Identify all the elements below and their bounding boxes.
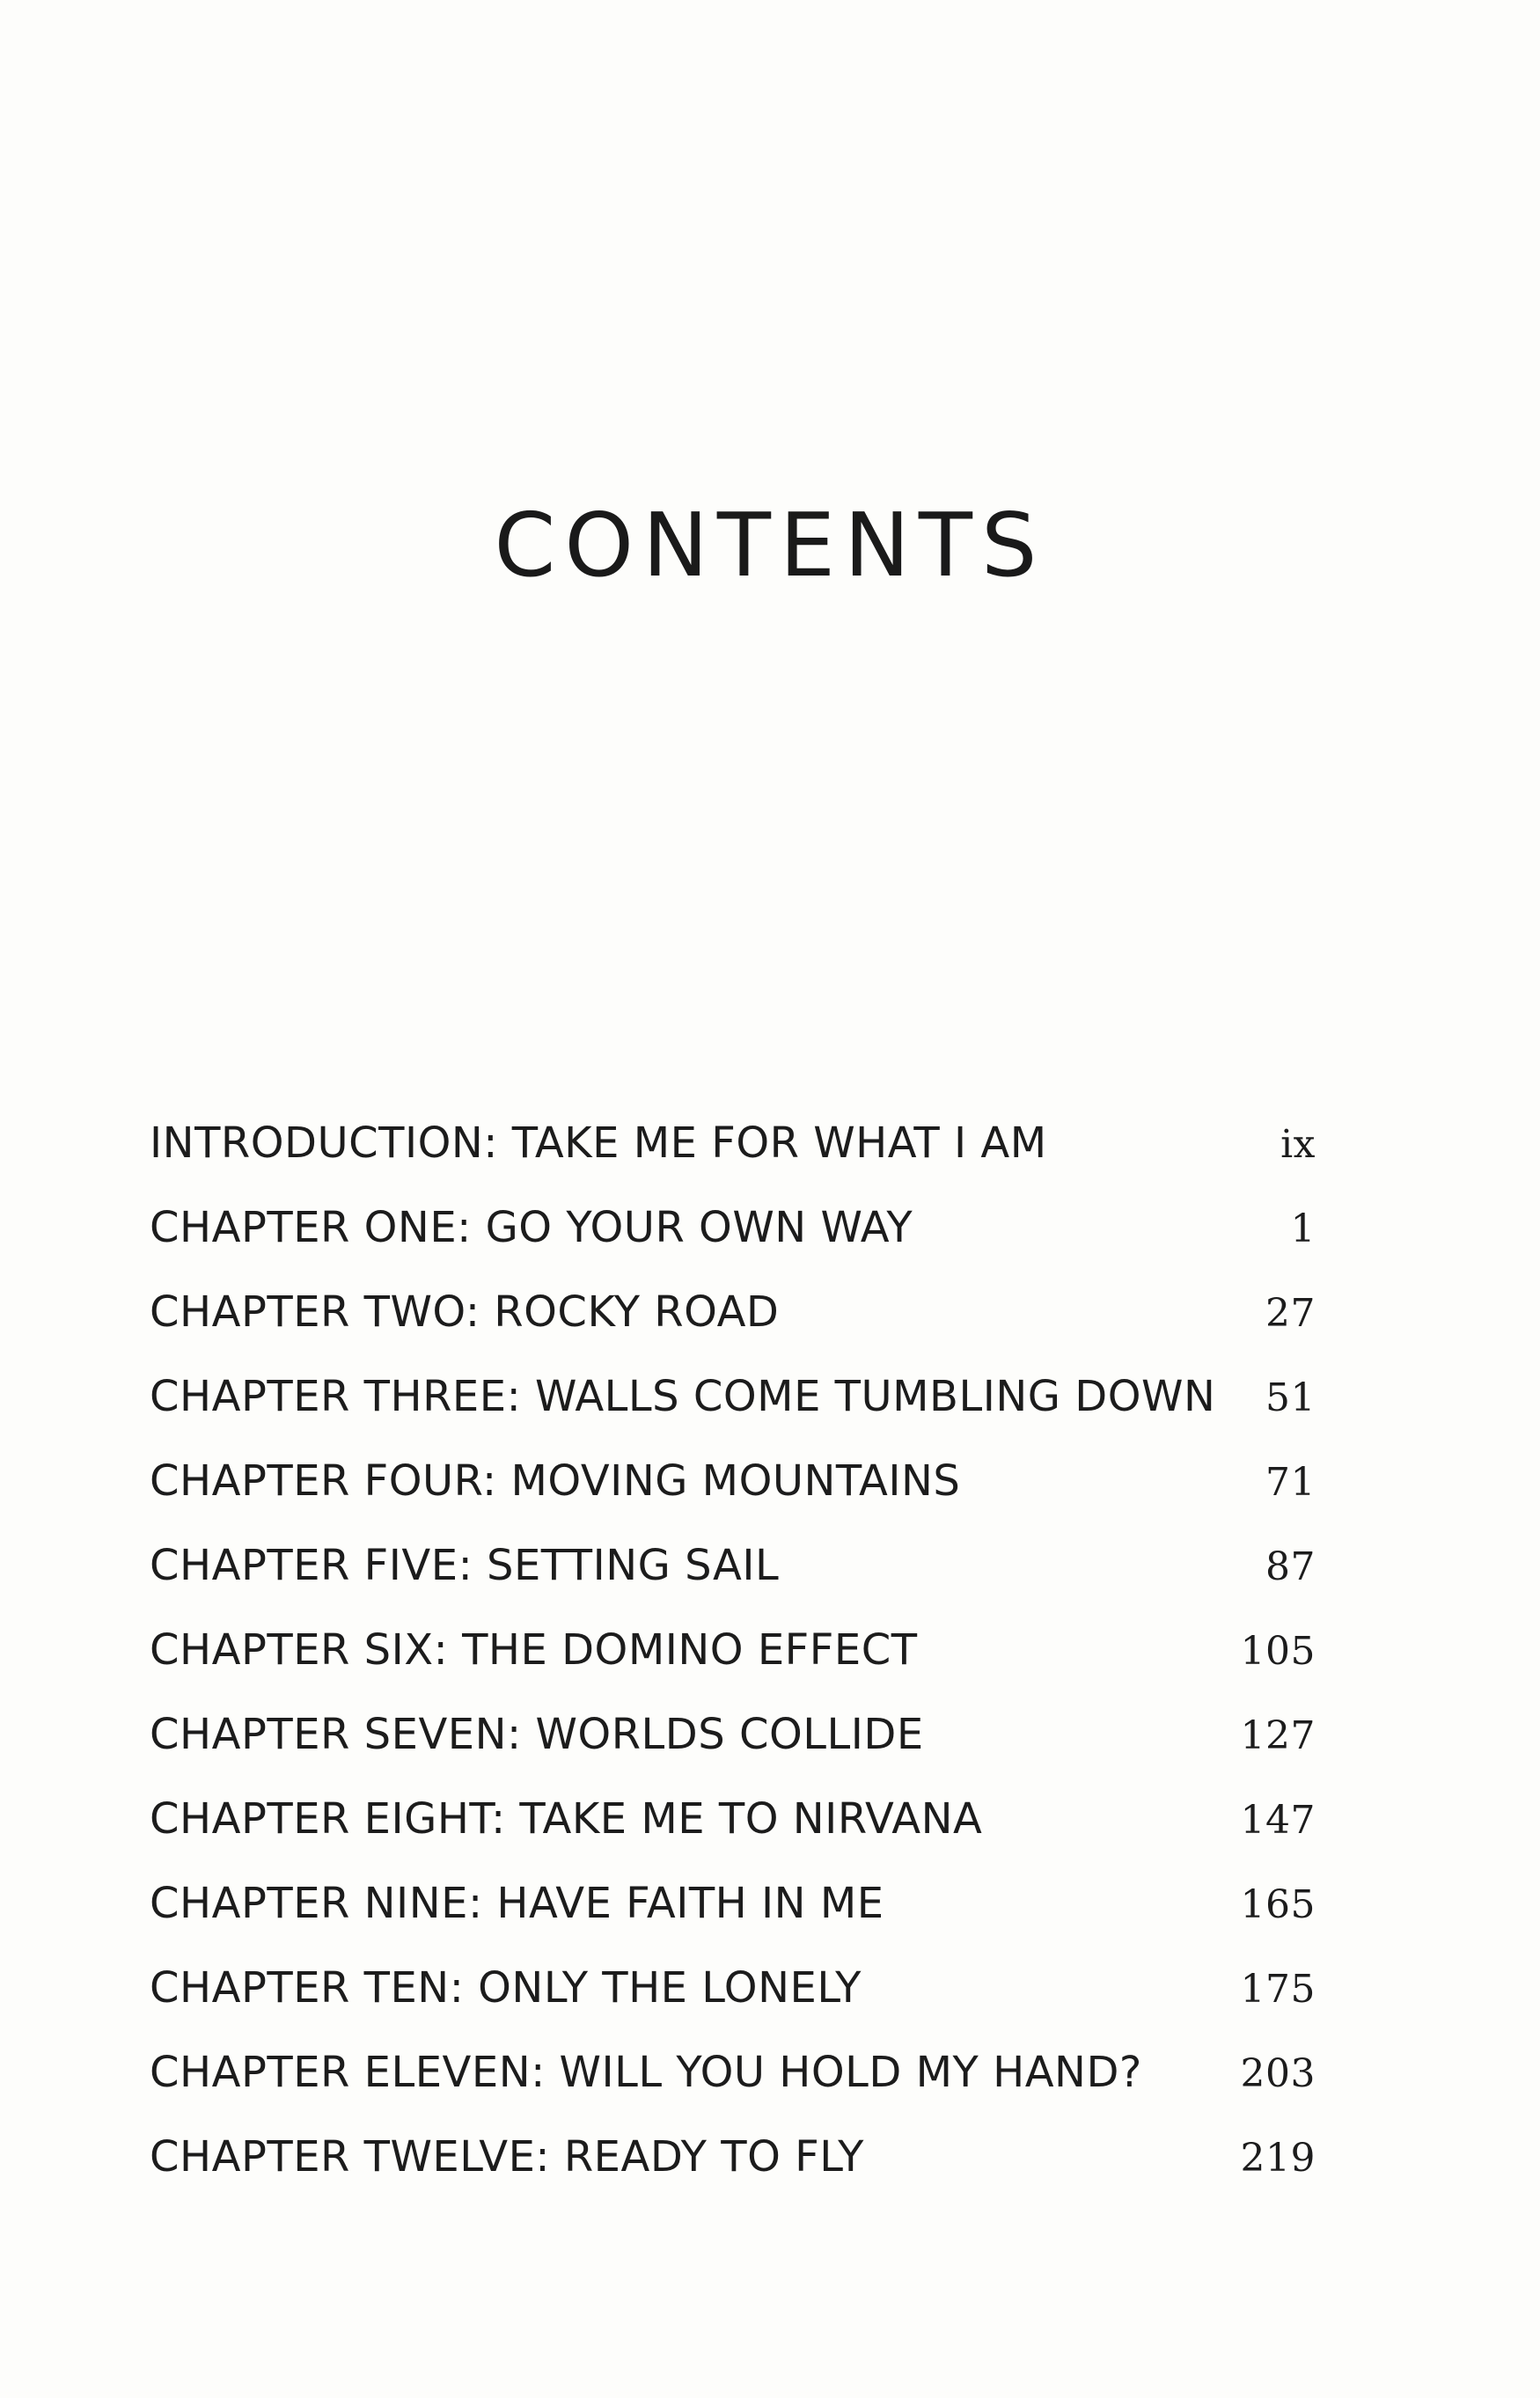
page-title: CONTENTS: [494, 494, 1046, 597]
toc-entry-page-number: 219: [1240, 2136, 1316, 2181]
toc-entry-title: CHAPTER FIVE: SETTING SAIL: [150, 1541, 780, 1590]
toc-entry-title: CHAPTER FOUR: MOVING MOUNTAINS: [150, 1456, 961, 1506]
toc-entry-page-number: 175: [1240, 1967, 1316, 2012]
table-of-contents: [150, 1096, 1316, 2194]
toc-entry-page-number: 127: [1240, 1713, 1316, 1758]
toc-entry-title: CHAPTER EIGHT: TAKE ME TO NIRVANA: [150, 1794, 983, 1844]
toc-entry-page-number: 27: [1265, 1291, 1316, 1336]
toc-entry-title: INTRODUCTION: TAKE ME FOR WHAT I AM: [150, 1118, 1047, 1168]
toc-entry-title: CHAPTER TEN: ONLY THE LONELY: [150, 1963, 862, 2013]
toc-entry-title: CHAPTER NINE: HAVE FAITH IN ME: [150, 1879, 884, 1928]
toc-entry: [150, 1602, 1316, 1687]
toc-entry: [150, 1518, 1316, 1602]
toc-entry-page-number: 165: [1240, 1882, 1316, 1927]
toc-entry-title: CHAPTER TWELVE: READY TO FLY: [150, 2132, 864, 2182]
toc-entry-page-number: 51: [1265, 1375, 1316, 1420]
toc-entry: [150, 2109, 1316, 2194]
toc-entry-page-number: 1: [1290, 1206, 1316, 1251]
toc-entry-page-number: 71: [1265, 1460, 1316, 1505]
toc-entry: [150, 1687, 1316, 1771]
toc-entry: [150, 1940, 1316, 2025]
toc-entry: [150, 1180, 1316, 1265]
toc-entry-title: CHAPTER ONE: GO YOUR OWN WAY: [150, 1203, 913, 1252]
toc-entry: [150, 2025, 1316, 2109]
toc-entry: [150, 1096, 1316, 1180]
toc-entry: [150, 1856, 1316, 1940]
toc-entry-page-number: 87: [1265, 1544, 1316, 1589]
toc-entry: [150, 1265, 1316, 1349]
toc-entry-page-number: 105: [1240, 1629, 1316, 1674]
toc-entry: [150, 1349, 1316, 1434]
toc-entry-page-number: 147: [1240, 1798, 1316, 1843]
toc-entry-title: CHAPTER SIX: THE DOMINO EFFECT: [150, 1625, 918, 1675]
toc-entry-title: CHAPTER TWO: ROCKY ROAD: [150, 1287, 780, 1337]
toc-entry-page-number: ix: [1280, 1122, 1316, 1167]
toc-entry-title: CHAPTER THREE: WALLS COME TUMBLING DOWN: [150, 1372, 1216, 1421]
toc-entry: [150, 1771, 1316, 1856]
toc-entry-title: CHAPTER SEVEN: WORLDS COLLIDE: [150, 1710, 924, 1759]
toc-entry-page-number: 203: [1240, 2051, 1316, 2096]
toc-entry: [150, 1434, 1316, 1518]
toc-entry-title: CHAPTER ELEVEN: WILL YOU HOLD MY HAND?: [150, 2048, 1142, 2097]
